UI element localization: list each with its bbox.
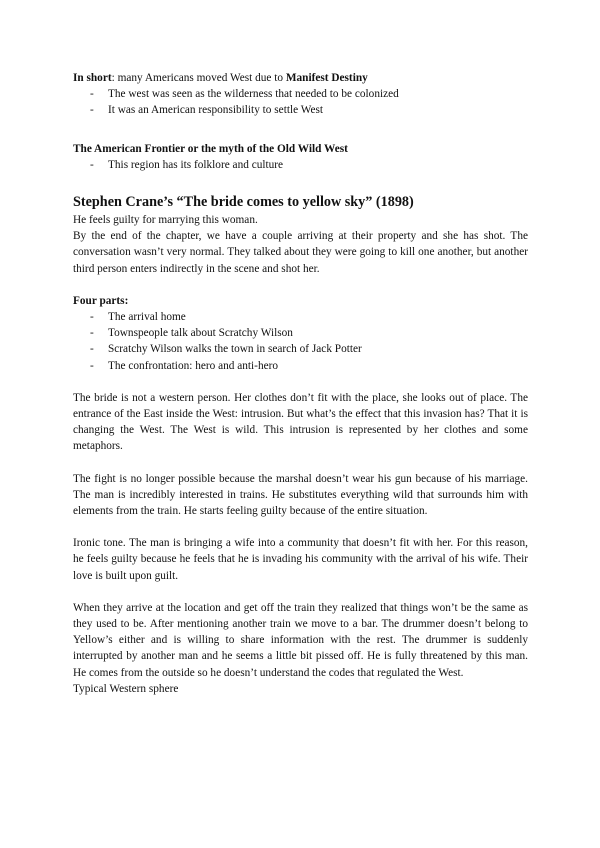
intro-text: : many Americans moved West due to: [111, 72, 286, 84]
dash-bullet: -: [90, 158, 94, 171]
list-item-text: The confrontation: hero and anti-hero: [108, 359, 279, 372]
parts-bullet-list: [73, 309, 528, 374]
paragraph-arrive: When they arrive at the location and get off the train they realized that things won’t be the same as they used to be. After mentioning another train we move to a bar. The drummer doesn’t belong to Yellow’s either and is willing to share information with the rest. The drummer is suddenly interrupted by another man and he seems a little bit pissed off. He is fully threatened by this man. He comes from the outside so he doesn’t understand the codes that regulated the West.: [73, 601, 528, 679]
document-page: [73, 70, 528, 697]
paragraph-fight: The fight is no longer possible because the marshal doesn’t wear his gun because of his marriage. The man is incredibly interested in trains. He substitutes everything wild that surrounds him with elements from the train. He starts feeling guilty because of the entire situation.: [73, 472, 528, 518]
intro-line: [73, 70, 528, 86]
paragraph-bride: The bride is not a western person. Her clothes don’t fit with the place, she looks out of place. The entrance of the East inside the West: intrusion. But what’s the effect that this invasion has? That it is changing the West. The West is wild. This intrusion is represented by her clothes and some metaphors.: [73, 391, 528, 453]
list-item-text: This region has its folklore and culture: [108, 158, 284, 171]
frontier-bullet-list: [73, 157, 528, 173]
list-item: [73, 86, 528, 102]
dash-bullet: -: [90, 88, 94, 101]
frontier-heading: The American Frontier or the myth of the Old Wild West: [73, 142, 348, 155]
dash-bullet: -: [90, 311, 94, 324]
parts-heading: Four parts:: [73, 294, 129, 307]
list-item-text: The arrival home: [108, 311, 186, 324]
list-item-text: Scratchy Wilson walks the town in search of Jack Potter: [108, 343, 362, 356]
intro-bullet-list: [73, 86, 528, 118]
list-item: [73, 102, 528, 118]
intro-term: Manifest Destiny: [285, 72, 368, 84]
intro-label: In short: [73, 72, 112, 84]
list-item-text: The west was seen as the wilderness that needed to be colonized: [108, 88, 399, 101]
dash-bullet: -: [90, 359, 94, 372]
dash-bullet: -: [90, 343, 94, 356]
list-item: [73, 309, 528, 325]
paragraph-ironic: Ironic tone. The man is bringing a wife into a community that doesn’t fit with her. For this reason, he feels guilty because he feels that he is invading his community with the arrival of his wife. Their love is built upon guilt.: [73, 537, 528, 582]
list-item: [73, 157, 528, 173]
story-title: Stephen Crane’s “The bride comes to yellow sky” (1898): [73, 194, 414, 211]
story-line-1: He feels guilty for marrying this woman.: [73, 214, 258, 227]
list-item-text: It was an American responsibility to settle West: [108, 104, 324, 117]
list-item: [73, 325, 528, 341]
list-item-text: Townspeople talk about Scratchy Wilson: [108, 327, 293, 340]
list-item: [73, 358, 528, 374]
list-item: [73, 341, 528, 357]
story-paragraph-1: By the end of the chapter, we have a couple arriving at their property and she has shot. The conversation wasn’t very normal. They talked about they were going to kill one another, but another third person enters indirectly in the scene and shot her.: [73, 230, 528, 275]
dash-bullet: -: [90, 104, 94, 117]
paragraph-typical: Typical Western sphere: [73, 682, 179, 695]
dash-bullet: -: [90, 327, 94, 340]
